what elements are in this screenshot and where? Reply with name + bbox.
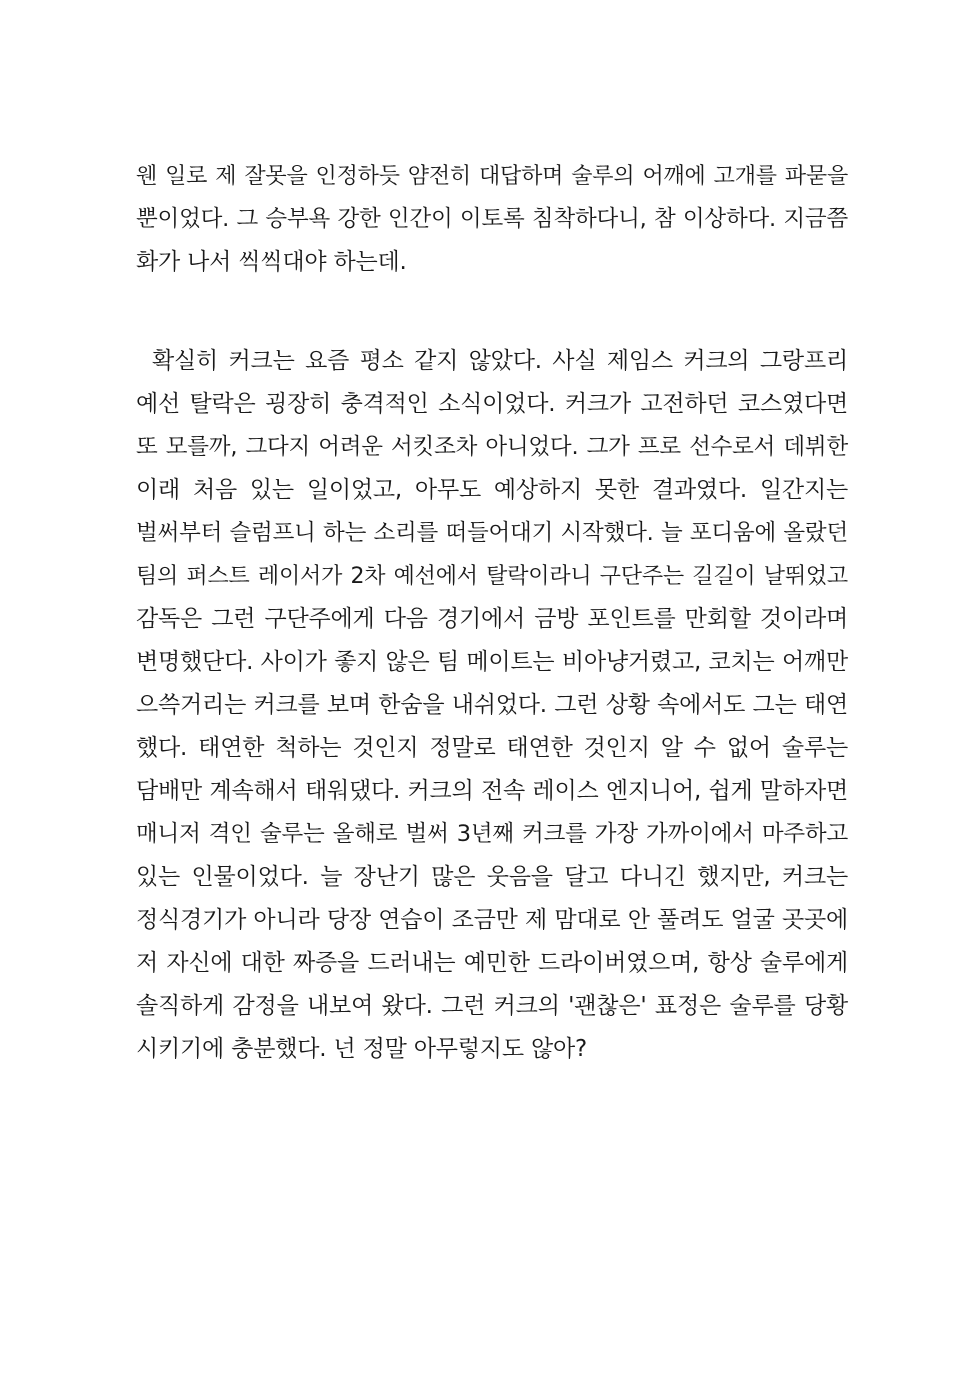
text-line: 이래 처음 있는 일이었고, 아무도 예상하지 못한 결과였다. 일간지는	[136, 477, 848, 503]
text-line: 웬 일로 제 잘못을 인정하듯 얌전히 대답하며 술루의 어깨에 고개를 파묻을	[136, 164, 848, 189]
text-line: 감독은 그런 구단주에게 다음 경기에서 금방 포인트를 만회할 것이라며	[136, 606, 848, 632]
text-line: 으쓱거리는 커크를 보며 한숨을 내쉬었다. 그런 상황 속에서도 그는 태연	[136, 692, 848, 718]
text-line: 저 자신에 대한 짜증을 드러내는 예민한 드라이버였으며, 항상 술루에게	[136, 950, 848, 976]
paragraph-2	[136, 340, 848, 1071]
text-line: 화가 나서 씩씩대야 하는데.	[136, 249, 407, 275]
text-line: 뿐이었다. 그 승부욕 강한 인간이 이토록 침착하다니, 참 이상하다. 지금쯤	[136, 206, 848, 232]
text-line: 시키기에 충분했다. 넌 정말 아무렇지도 않아?	[136, 1036, 587, 1062]
paragraph-1	[136, 155, 848, 284]
text-line: 담배만 계속해서 태워댔다. 커크의 전속 레이스 엔지니어, 쉽게 말하자면	[136, 778, 848, 804]
text-line: 벌써부터 슬럼프니 하는 소리를 떠들어대기 시작했다. 늘 포디움에 올랐던	[136, 520, 848, 546]
text-line: 팀의 퍼스트 레이서가 2차 예선에서 탈락이라니 구단주는 길길이 날뛰었고	[136, 564, 848, 589]
text-line: 예선 탈락은 굉장히 충격적인 소식이었다. 커크가 고전하던 코스였다면	[136, 391, 848, 417]
text-line: 매니저 격인 술루는 올해로 벌써 3년째 커크를 가장 가까이에서 마주하고	[136, 821, 848, 847]
text-line: 확실히 커크는 요즘 평소 같지 않았다. 사실 제임스 커크의 그랑프리	[152, 348, 848, 374]
text-line: 또 모를까, 그다지 어려운 서킷조차 아니었다. 그가 프로 선수로서 데뷔한	[136, 434, 848, 460]
text-line: 정식경기가 아니라 당장 연습이 조금만 제 맘대로 안 풀려도 얼굴 곳곳에	[136, 907, 848, 933]
text-line: 변명했단다. 사이가 좋지 않은 팀 메이트는 비아냥거렸고, 코치는 어깨만	[136, 649, 848, 675]
text-line: 했다. 태연한 척하는 것인지 정말로 태연한 것인지 알 수 없어 술루는	[136, 735, 848, 761]
text-line: 있는 인물이었다. 늘 장난기 많은 웃음을 달고 다니긴 했지만, 커크는	[136, 864, 848, 890]
text-line: 솔직하게 감정을 내보여 왔다. 그런 커크의 '괜찮은' 표정은 술루를 당황	[136, 993, 848, 1019]
